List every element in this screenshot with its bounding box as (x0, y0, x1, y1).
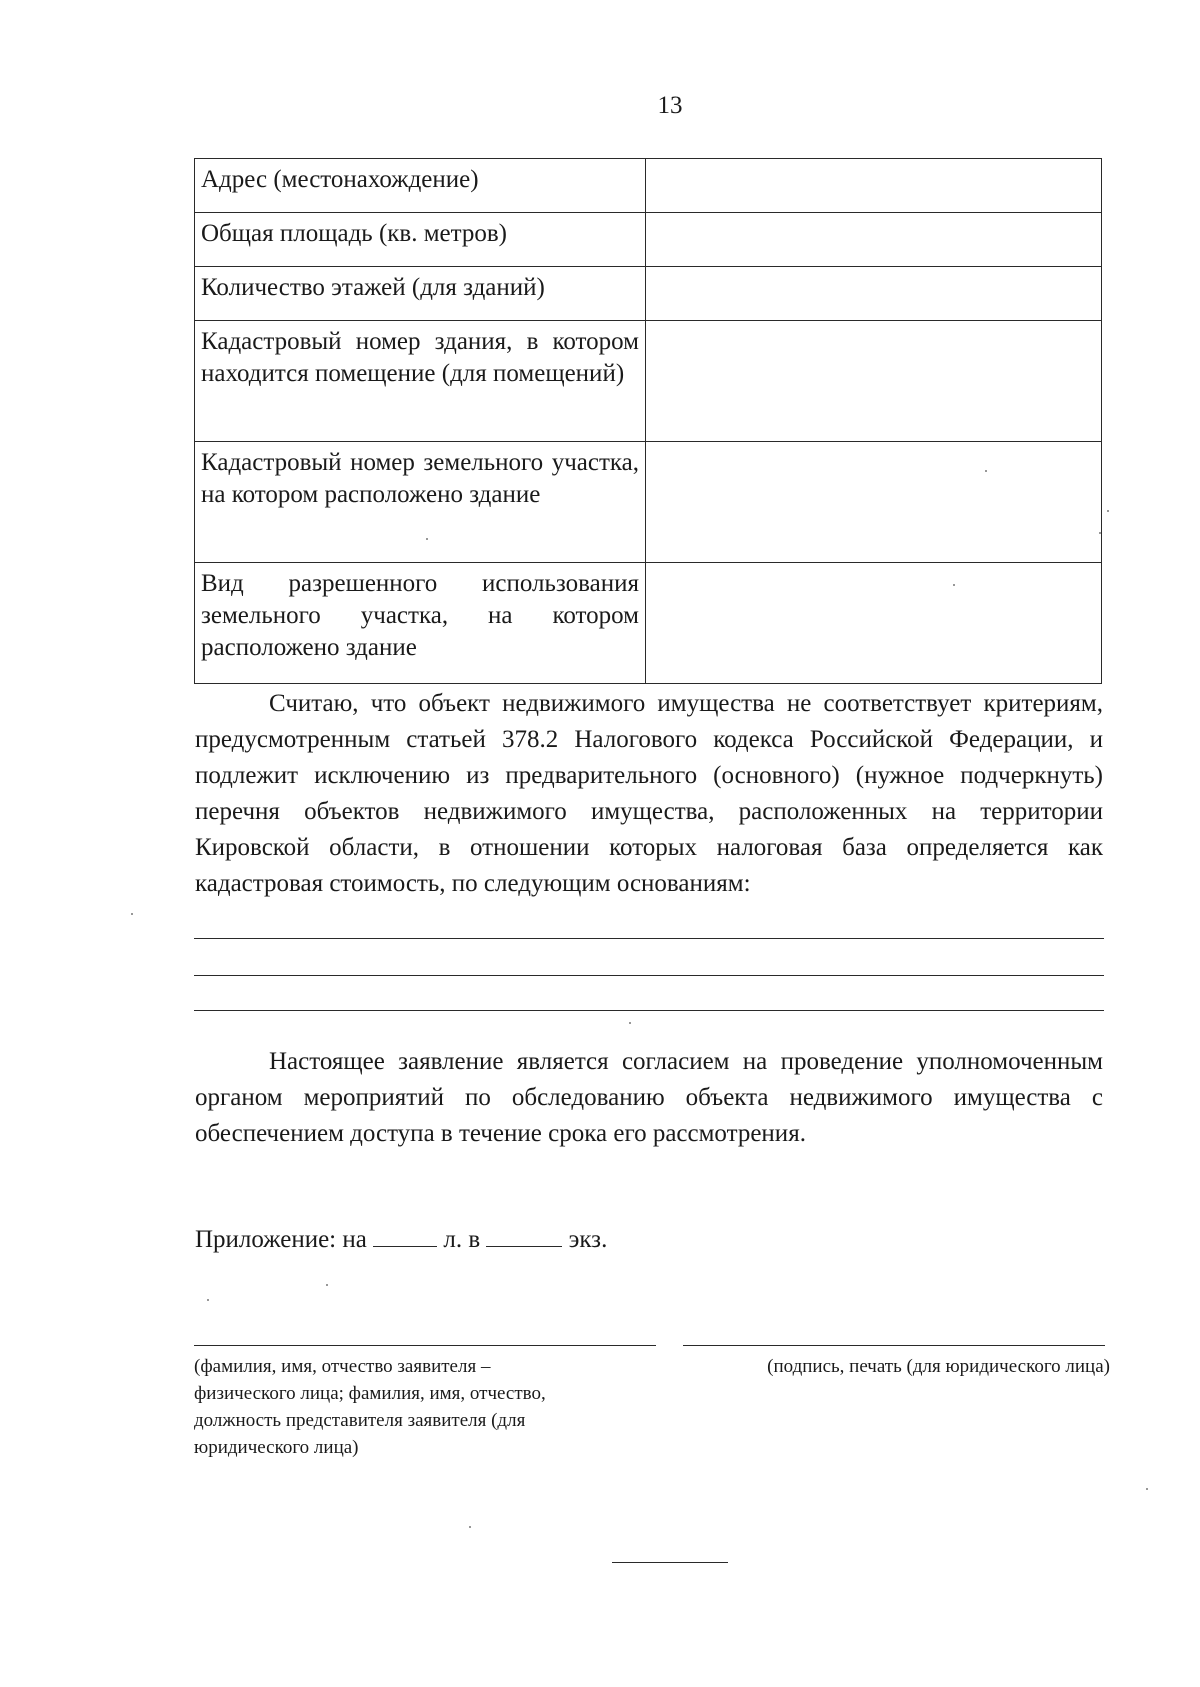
consent-paragraph: Настоящее заявление является согласием на проведение уполномоченным органом мероприятий по обследованию объекта недвижимого имущества с обеспечением доступа в течение срока его рассмотрения. (195, 1048, 1103, 1147)
table-row (195, 213, 1102, 267)
page-number: 13 (657, 92, 683, 119)
scan-speck (1146, 1488, 1148, 1490)
footer-separator-line (612, 1562, 728, 1563)
row-label-land-cadastral: Кадастровый номер земельного участка, на котором расположено здание (195, 442, 646, 563)
scan-speck (426, 538, 428, 540)
row-value-floors (646, 267, 1102, 321)
signature-caption: (подпись, печать (для юридического лица) (767, 1356, 1110, 1377)
object-info-table (194, 158, 1102, 684)
scan-speck (326, 1284, 328, 1286)
scan-speck (131, 913, 133, 915)
row-label-area: Общая площадь (кв. метров) (195, 213, 646, 267)
row-label-building-cadastral: Кадастровый номер здания, в котором находится помещение (для помещений) (195, 321, 646, 442)
row-value-address (646, 159, 1102, 213)
table-row (195, 442, 1102, 563)
row-value-building-cadastral (646, 321, 1102, 442)
scan-speck (1107, 510, 1109, 512)
appendix-suffix: экз. (562, 1226, 608, 1253)
applicant-name-line (194, 1345, 656, 1346)
appendix-copies-blank (486, 1224, 562, 1247)
row-label-address: Адрес (местонахождение) (195, 159, 646, 213)
row-value-area (646, 213, 1102, 267)
scan-speck (207, 1299, 209, 1301)
scan-speck (985, 470, 987, 472)
appendix-prefix: Приложение: на (195, 1226, 374, 1253)
grounds-line-3 (194, 1010, 1104, 1011)
applicant-name-caption: (фамилия, имя, отчество заявителя – физического лица; фамилия, имя, отчество, должность представителя заявителя (для юридического лица) (194, 1356, 546, 1458)
scan-speck (629, 1022, 631, 1024)
table-row (195, 267, 1102, 321)
scan-speck (1099, 532, 1101, 534)
scan-speck (469, 1526, 471, 1528)
scan-speck (953, 584, 955, 586)
signature-line (683, 1345, 1105, 1346)
table-row (195, 159, 1102, 213)
grounds-line-2 (194, 975, 1104, 976)
appendix-line (195, 1224, 607, 1256)
row-value-land-cadastral (646, 442, 1102, 563)
grounds-paragraph: Считаю, что объект недвижимого имущества не соответствует критериям, предусмотренным статьей 378.2 Налогового кодекса Российской Федерации, и подлежит исключению из предварительного (основного) (нужное подчеркнуть) перечня объектов недвижимого имущества, расположенных на территории Кировской области, в отношении которых налоговая база определяется как кадастровая стоимость, по следующим основаниям: (195, 690, 1103, 897)
table-row (195, 321, 1102, 442)
row-value-land-use (646, 563, 1102, 684)
appendix-middle: л. в (437, 1226, 487, 1253)
row-label-floors: Количество этажей (для зданий) (195, 267, 646, 321)
table-row (195, 563, 1102, 684)
appendix-pages-blank (373, 1224, 437, 1247)
grounds-line-1 (194, 938, 1104, 939)
row-label-land-use: Вид разрешенного использования земельного участка, на котором расположено здание (195, 563, 646, 684)
